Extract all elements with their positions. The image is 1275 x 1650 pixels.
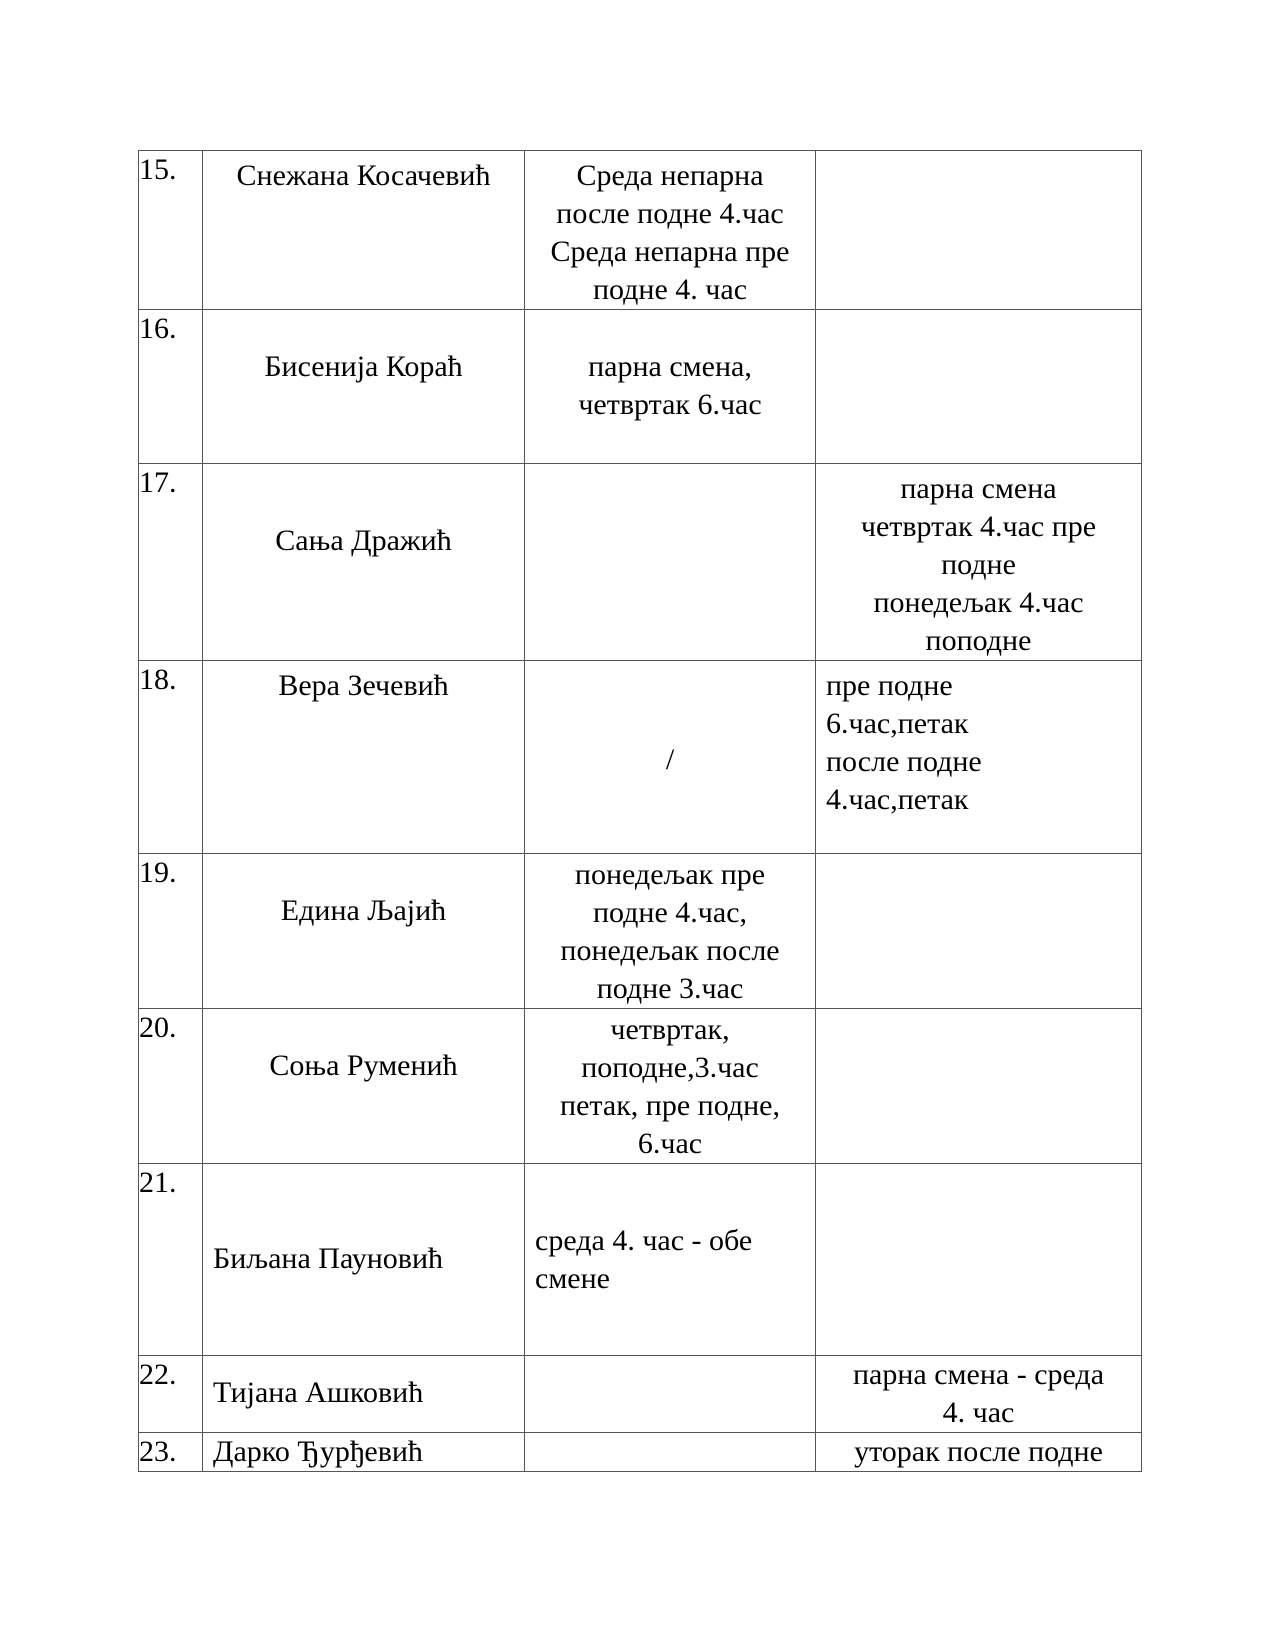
- row-number: 22.: [139, 1356, 203, 1433]
- schedule-text: понедељак пре подне 4.час, понедељак после подне 3.час: [560, 858, 780, 1005]
- schedule-cell: [525, 151, 816, 310]
- row-number: 20.: [139, 1009, 203, 1164]
- schedule-text: уторак после подне: [854, 1435, 1103, 1468]
- table-row: [139, 151, 1142, 310]
- schedule-text: парна смена - среда 4. час: [852, 1358, 1105, 1429]
- row-number: 19.: [139, 854, 203, 1009]
- schedule-cell: [525, 1433, 816, 1472]
- schedule-cell: [816, 1433, 1142, 1472]
- teacher-name: Бисенија Корaћ: [264, 350, 463, 383]
- teacher-name-cell: [203, 661, 525, 854]
- teacher-name: Дарко Ђурђевић: [213, 1435, 423, 1468]
- row-number: 18.: [139, 661, 203, 854]
- row-number: 17.: [139, 464, 203, 661]
- teacher-name-cell: [203, 310, 525, 464]
- schedule-cell: [525, 1009, 816, 1164]
- teacher-name: Соња Руменић: [269, 1049, 458, 1082]
- schedule-cell: [816, 464, 1142, 661]
- teacher-name-cell: [203, 1356, 525, 1433]
- schedule-cell: [816, 310, 1142, 464]
- schedule-cell: [816, 151, 1142, 310]
- table-row: [139, 310, 1142, 464]
- table-row: [139, 1164, 1142, 1356]
- schedule-cell: [525, 661, 816, 854]
- row-number: 15.: [139, 151, 203, 310]
- teacher-name: Снежана Косачевић: [236, 159, 491, 192]
- table-row: [139, 661, 1142, 854]
- schedule-text: /: [665, 743, 675, 776]
- schedule-text: Среда непарна после подне 4.час Среда непарна пре подне 4. час: [550, 159, 790, 306]
- teacher-name: Биљана Пауновић: [213, 1242, 444, 1275]
- schedule-text: среда 4. час - обе смене: [535, 1224, 753, 1295]
- row-number: 21.: [139, 1164, 203, 1356]
- row-number: 23.: [139, 1433, 203, 1472]
- teacher-name: Вера Зечевић: [278, 669, 449, 702]
- teacher-name-cell: [203, 151, 525, 310]
- teacher-name-cell: [203, 464, 525, 661]
- schedule-cell: [525, 310, 816, 464]
- schedule-cell: [525, 1356, 816, 1433]
- table-row: [139, 1009, 1142, 1164]
- teacher-name-cell: [203, 1433, 525, 1472]
- schedule-cell: [525, 464, 816, 661]
- schedule-cell: [816, 661, 1142, 854]
- schedule-cell: [816, 854, 1142, 1009]
- schedule-cell: [525, 1164, 816, 1356]
- schedule-cell: [816, 1164, 1142, 1356]
- teacher-name: Сања Дражић: [275, 524, 452, 557]
- schedule-cell: [525, 854, 816, 1009]
- schedule-table: [138, 150, 1142, 1472]
- schedule-text: парна смена четвртак 4.час пре подне понедељак 4.час поподне: [860, 472, 1097, 657]
- table-row: [139, 1433, 1142, 1472]
- schedule-cell: [816, 1356, 1142, 1433]
- schedule-text: парна смена, четвртак 6.час: [578, 350, 762, 421]
- teacher-name-cell: [203, 1164, 525, 1356]
- teacher-name: Едина Љајић: [280, 894, 447, 927]
- schedule-text: четвртак, поподне,3.час петак, пре подне, 6.час: [560, 1013, 780, 1160]
- table-row: [139, 1356, 1142, 1433]
- table-row: [139, 464, 1142, 661]
- table-row: [139, 854, 1142, 1009]
- teacher-name: Тијана Ашковић: [213, 1376, 424, 1409]
- schedule-text: пре подне 6.час,петак после подне 4.час,петак: [826, 669, 982, 816]
- schedule-cell: [816, 1009, 1142, 1164]
- teacher-name-cell: [203, 1009, 525, 1164]
- row-number: 16.: [139, 310, 203, 464]
- teacher-name-cell: [203, 854, 525, 1009]
